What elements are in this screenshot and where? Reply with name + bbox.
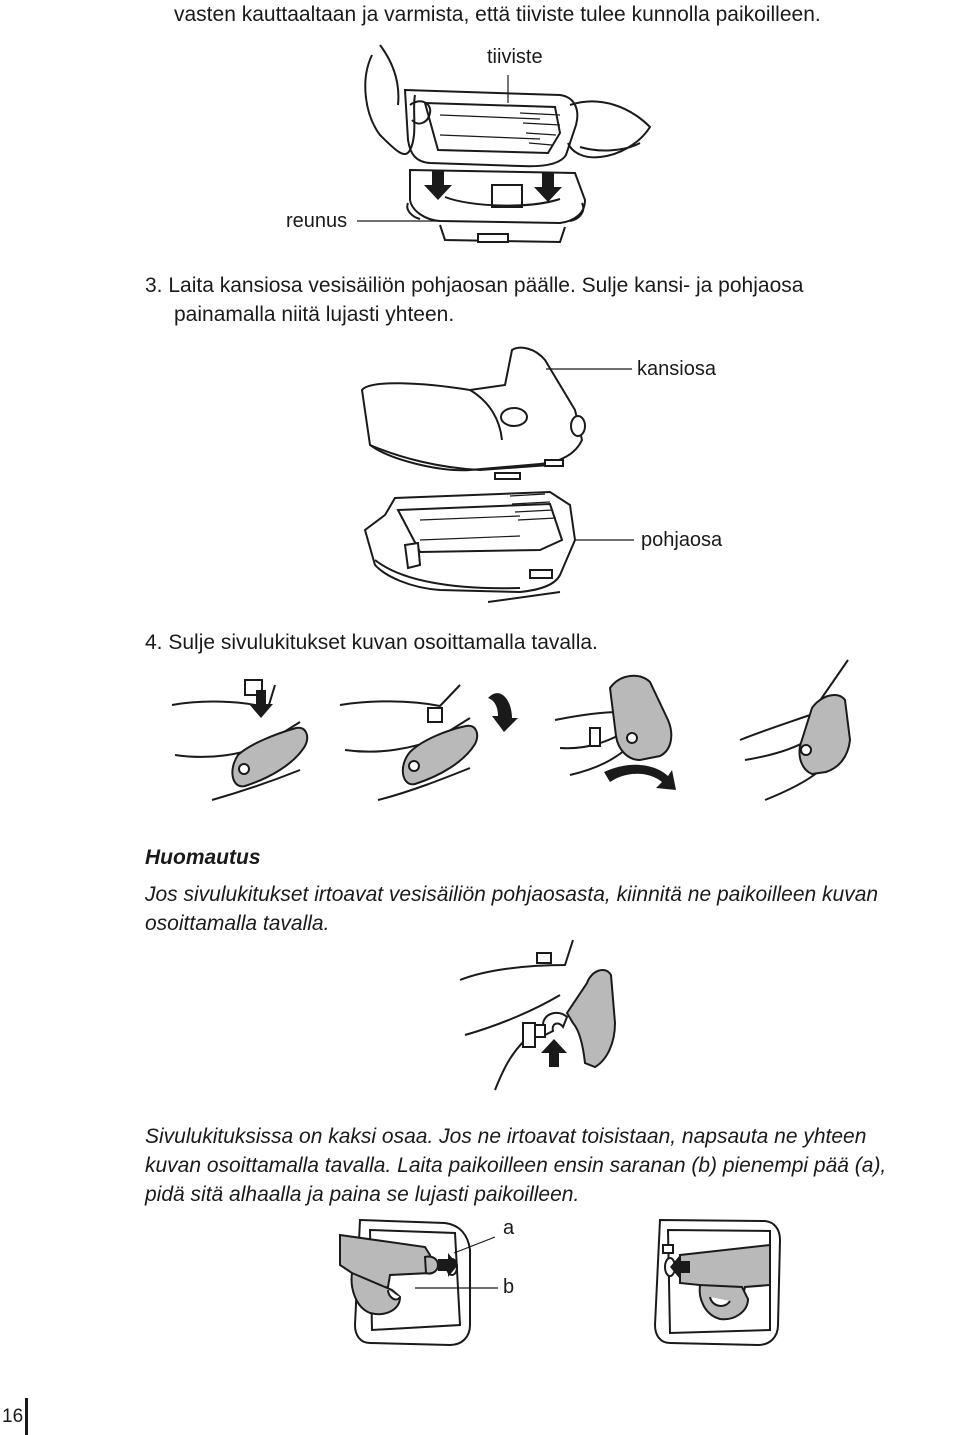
base-label: pohjaosa (641, 529, 723, 551)
page-number: 16 (0, 1398, 28, 1435)
para-line1: Sivulukituksissa on kaksi osaa. Jos ne irtoavat toisistaan, napsauta ne yhteen (145, 1125, 867, 1148)
latch-half-left (340, 1220, 470, 1345)
label-b: b (503, 1276, 515, 1298)
seal-figure (0, 35, 960, 285)
latch-half-right (655, 1220, 780, 1345)
intro-text: vasten kauttaaltaan ja varmista, että tiiviste tulee kunnolla paikoilleen. (174, 3, 821, 26)
para-line3: pidä sitä alhaalla ja paina se lujasti paikoilleen. (145, 1183, 580, 1206)
latch-halves-figure (330, 1215, 830, 1355)
seal-label: tiiviste (487, 46, 543, 68)
label-a: a (503, 1217, 515, 1239)
lid-base-figure (0, 340, 960, 610)
step4-text: 4. Sulje sivulukitukset kuvan osoittamalla tavalla. (145, 631, 598, 654)
step3-line2: painamalla niitä lujasti yhteen. (174, 303, 455, 326)
note-line2: osoittamalla tavalla. (145, 912, 330, 935)
latch-step-2 (340, 685, 518, 800)
latch-steps-figure (0, 660, 960, 810)
latch-step-3 (555, 676, 676, 790)
latch-step-1 (172, 680, 307, 800)
note-title: Huomautus (145, 846, 261, 869)
rim-label: reunus (286, 210, 348, 232)
para-line2: kuvan osoittamalla tavalla. Laita paikoilleen ensin saranan (b) pienempi pää (a), (145, 1154, 887, 1177)
latch-reattach-figure (455, 935, 655, 1095)
latch-step-4 (740, 660, 850, 800)
note-line1: Jos sivulukitukset irtoavat vesisäiliön pohjaosasta, kiinnitä ne paikoilleen kuvan (145, 883, 879, 906)
lid-label: kansiosa (637, 358, 716, 380)
step3-line1: 3. Laita kansiosa vesisäiliön pohjaosan päälle. Sulje kansi- ja pohjaosa (145, 274, 804, 297)
